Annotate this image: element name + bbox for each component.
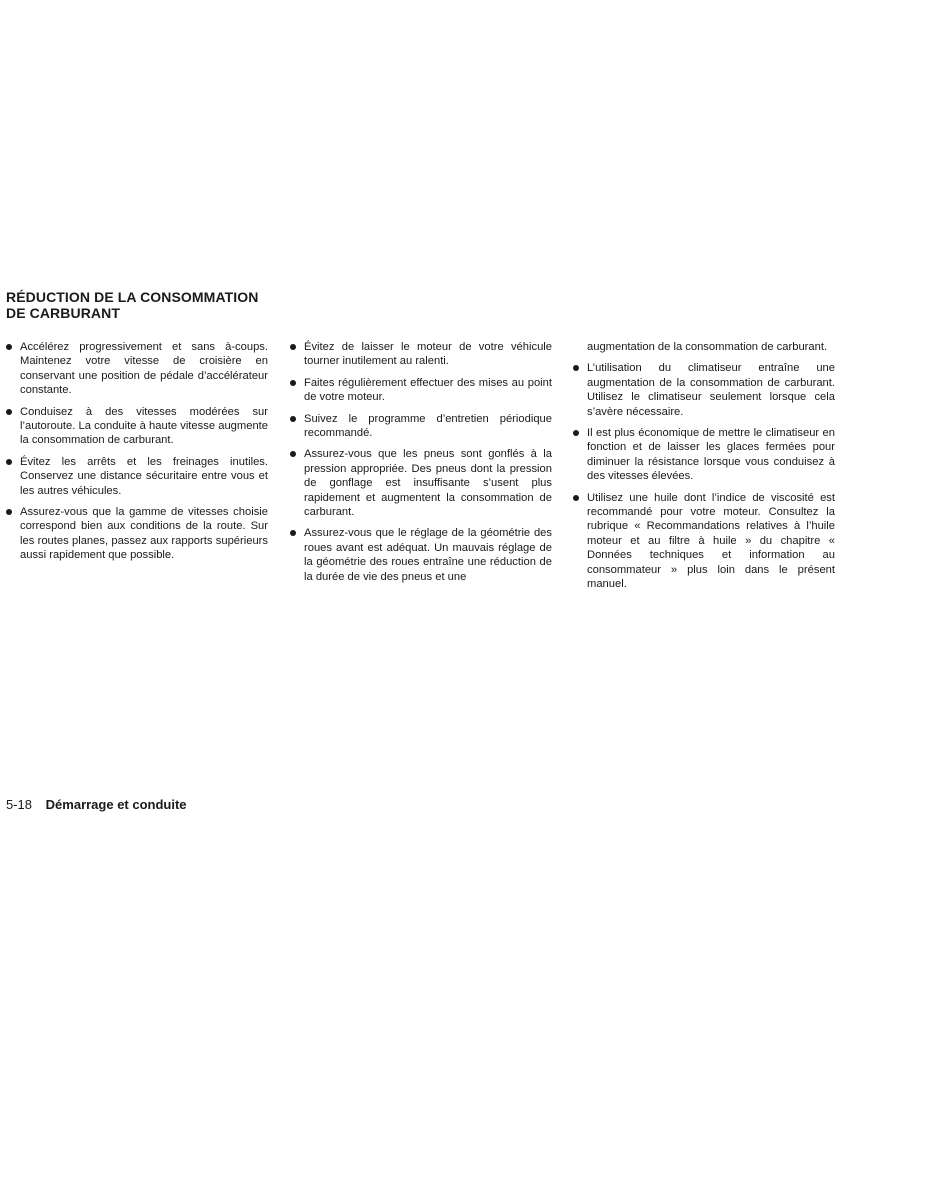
chapter-title: Démarrage et conduite — [45, 797, 187, 812]
list-item — [290, 526, 552, 584]
list-item — [573, 361, 835, 419]
column-3 — [573, 340, 835, 599]
list-item-text: Accélérez progressivement et sans à-coups. Maintenez votre vitesse de croisière en conservant une position de pédale d’accélérateur constante. — [20, 341, 268, 397]
list-item — [573, 426, 835, 484]
bullet-icon — [573, 430, 579, 436]
list-item — [6, 340, 268, 398]
list-item — [290, 412, 552, 441]
list-item-text: Assurez-vous que les pneus sont gonflés à la pression appropriée. Des pneus dont la pression de gonflage est insuffisante s’usent plus rapidement et augmentent la consommation de carburant. — [304, 448, 552, 519]
bullet-icon — [6, 509, 12, 515]
section-heading — [6, 289, 296, 321]
list-item — [290, 447, 552, 519]
bullet-icon — [290, 451, 296, 457]
list-item — [6, 505, 268, 563]
column-1 — [6, 340, 268, 570]
list-item-continuation: augmentation de la consommation de carburant. — [587, 341, 828, 353]
list-item-text: Utilisez une huile dont l’indice de viscosité est recommandé pour votre moteur. Consultez la rubrique « Recommandations relatives à l’huile moteur et au filtre à huile » du chapitre « Données techniques et information au consommateur » plus loin dans le présent manuel. — [587, 491, 835, 591]
list-item — [290, 376, 552, 405]
list-item — [573, 491, 835, 592]
list-item-text: Assurez-vous que le réglage de la géométrie des roues avant est adéquat. Un mauvais réglage de la géométrie des roues entraîne une réduction de la durée de vie des pneus et une — [304, 527, 552, 583]
bullet-icon — [6, 409, 12, 415]
column-2 — [290, 340, 552, 591]
section-heading-line2: DE CARBURANT — [6, 305, 120, 321]
list-item-text: Évitez les arrêts et les freinages inutiles. Conservez une distance sécuritaire entre vous et les autres véhicules. — [20, 455, 268, 497]
bullet-icon — [6, 344, 12, 350]
list-item-text: L’utilisation du climatiseur entraîne une augmentation de la consommation de carburant. Utilisez le climatiseur seulement lorsque cela s’avère nécessaire. — [587, 362, 835, 418]
page-footer — [6, 797, 187, 813]
bullet-icon — [290, 530, 296, 536]
bullet-icon — [573, 495, 579, 501]
list-item-text: Assurez-vous que la gamme de vitesses choisie correspond bien aux conditions de la route. Sur les routes planes, passez aux rapports supérieurs aussi rapidement que possible. — [20, 506, 268, 562]
list-item — [6, 405, 268, 448]
list-item-text: Évitez de laisser le moteur de votre véhicule tourner inutilement au ralenti. — [304, 341, 552, 368]
section-heading-line1: RÉDUCTION DE LA CONSOMMATION — [6, 289, 259, 305]
bullet-icon — [290, 344, 296, 350]
list-item — [290, 340, 552, 369]
list-item — [6, 455, 268, 498]
list-item-text: Il est plus économique de mettre le climatiseur en fonction et de laisser les glaces fermées pour diminuer la résistance lorsque vous conduisez à des vitesses élevées. — [587, 427, 835, 483]
bullet-icon — [6, 459, 12, 465]
bullet-icon — [290, 380, 296, 386]
list-item-text: Conduisez à des vitesses modérées sur l’autoroute. La conduite à haute vitesse augmente la consommation de carburant. — [20, 405, 268, 447]
page-number: 5-18 — [6, 797, 33, 812]
list-item-text: Suivez le programme d’entretien périodique recommandé. — [304, 412, 552, 440]
bullet-icon — [290, 416, 296, 422]
list-item-text: Faites régulièrement effectuer des mises au point de votre moteur. — [304, 376, 552, 404]
bullet-icon — [573, 365, 579, 371]
